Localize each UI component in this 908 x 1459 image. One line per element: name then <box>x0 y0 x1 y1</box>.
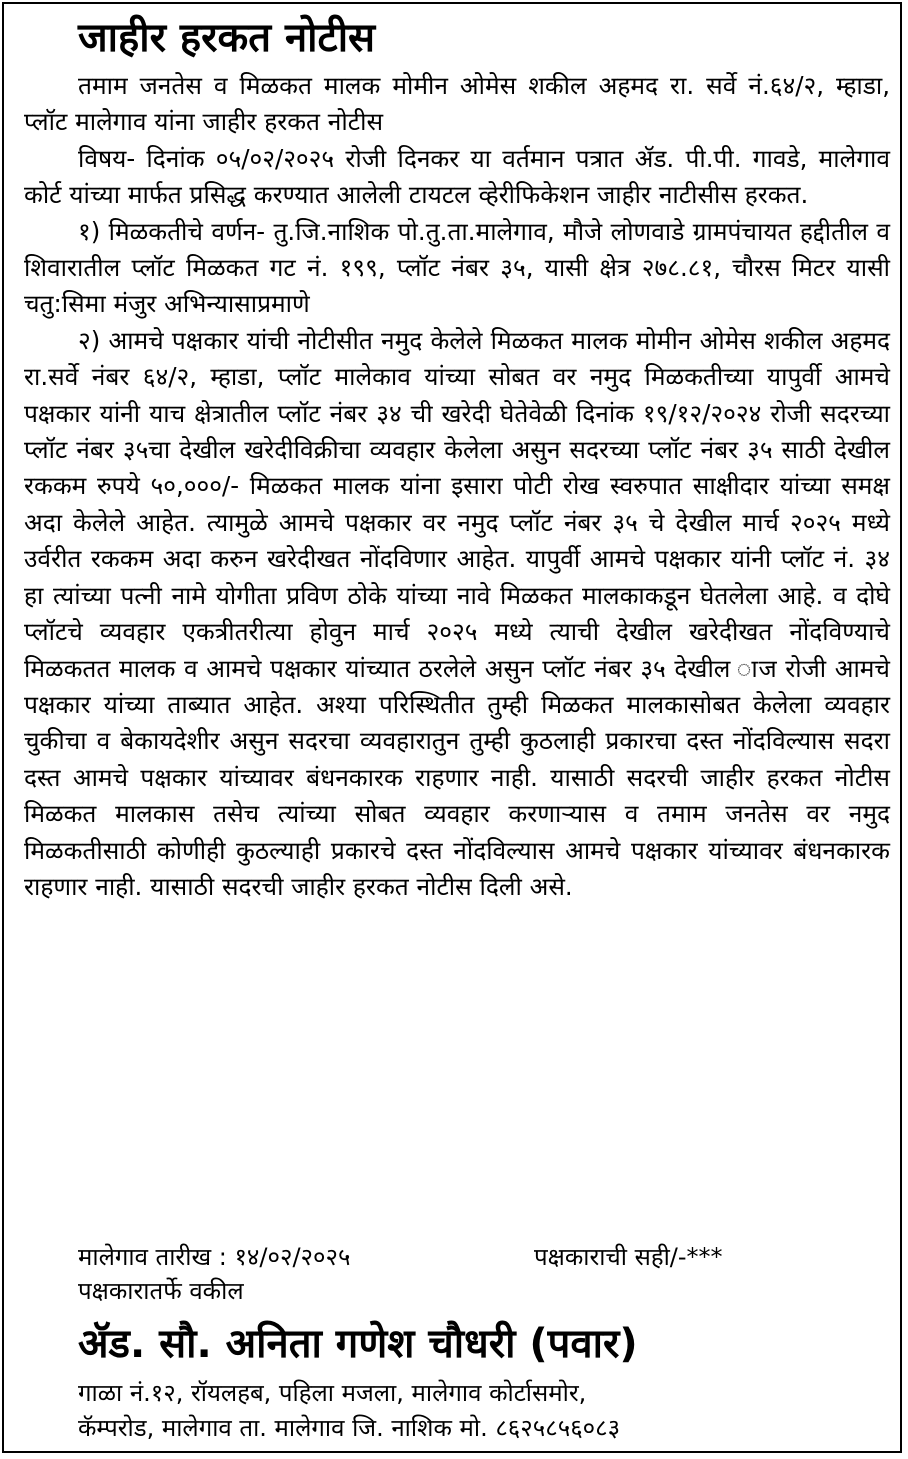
address-line-2: कॅम्परोड, मालेगाव ता. मालेगाव जि. नाशिक मो. ८६२५८५६०८३ <box>78 1414 621 1442</box>
notice-body <box>24 68 890 905</box>
notice-title: जाहीर हरकत नोटीस <box>78 15 376 61</box>
advocate-address <box>78 1376 878 1446</box>
advocate-name: ॲड. सौ. अनिता गणेश चौधरी (पवार) <box>78 1321 638 1367</box>
place-date: मालेगाव तारीख : १४/०२/२०२५ <box>78 1243 351 1271</box>
notice-paragraph-objection-details: २) आमचे पक्षकार यांची नोटीसीत नमुद केलेले मिळकत मालक मोमीन ओमेस शकील अहमद रा.सर्वे नंबर ६४/२, म्हाडा, प्लॉट मालेकाव यांच्या सोबत वर नमुद मिळकतीच्या यापुर्वी आमचे पक्षकार यांनी याच क्षेत्रातील प्लॉट नंबर ३४ ची खरेदी घेतेवेळी दिनांक १९/१२/२०२४ रोजी सदरच्या प्लॉट नंबर ३५चा देखील खरेदीविक्रीचा व्यवहार केलेला असुन सदरच्या प्लॉट नंबर ३५ साठी देखील रककम रुपये ५०,०००/- मिळकत मालक यांना इसारा पोटी रोख स्वरुपात साक्षीदार यांच्या समक्ष अदा केलेले आहेत. त्यामुळे आमचे पक्षकार वर नमुद प्लॉट नंबर ३५ चे देखील मार्च २०२५ मध्ये उर्वरीत रककम अदा करुन खरेदीखत नोंदविणार आहेत. यापुर्वी आमचे पक्षकार यांनी प्लॉट नं. ३४ हा त्यांच्या पत्नी नामे योगीता प्रविण ठोके यांच्या नावे मिळकत मालकाकडून घेतलेला आहे. व दोघे प्लॉटचे व्यवहार एकत्रीतरीत्या होवुन मार्च २०२५ मध्ये त्याची देखील खरेदीखत नोंदविण्याचे मिळकतत मालक व आमचे पक्षकार यांच्यात ठरलेले असुन प्लॉट नंबर ३५ देखील ाज रोजी आमचे पक्षकार यांच्या ताब्यात आहेत. अश्या परिस्थितीत तुम्ही मिळकत मालकासोबत केलेला व्यवहार चुकीचा व बेकायदेशीर असुन सदरचा व्यवहारातुन तुम्ही कुठलाही प्रकारचा दस्त नोंदविल्यास सदरा दस्त आमचे पक्षकार यांच्यावर बंधनकारक राहणार नाही. यासाठी सदरची जाहीर हरकत नोटीस मिळकत मालकास तसेच त्यांच्या सोबत व्यवहार करणाऱ्यास व तमाम जनतेस वर नमुद मिळकतीसाठी कोणीही कुठल्याही प्रकारचे दस्त नोंदविल्यास आमचे पक्षकार यांच्यावर बंधनकारक राहणार नाही. यासाठी सदरची जाहीर हरकत नोटीस दिली असे. <box>24 325 890 901</box>
notice-closing <box>78 1240 868 1308</box>
client-signature: पक्षकाराची सही/-*** <box>534 1243 723 1271</box>
address-line-1: गाळा नं.१२, रॉयलहब, पहिला मजला, मालेगाव कोर्टासमोर, <box>78 1379 587 1407</box>
on-behalf-label: पक्षकारातर्फे वकील <box>78 1277 244 1305</box>
notice-paragraph-property-description: १) मिळकतीचे वर्णन- तु.जि.नाशिक पो.तु.ता.मालेगाव, मौजे लोणवाडे ग्रामपंचायत हद्दीतील व शिवारातील प्लॉट मिळकत गट नं. १९९, प्लॉट नंबर ३५, यासी क्षेत्र २७८.८१, चौरस मिटर यासी चतु:सिमा मंजुर अभिन्यासाप्रमाणे <box>24 216 890 319</box>
notice-box <box>2 2 902 1453</box>
notice-paragraph-addressee: तमाम जनतेस व मिळकत मालक मोमीन ओमेस शकील अहमद रा. सर्वे नं.६४/२, म्हाडा, प्लॉट मालेगाव यांना जाहीर हरकत नोटीस <box>24 71 890 137</box>
on-behalf-line <box>78 1274 868 1308</box>
date-signature-row <box>78 1240 868 1274</box>
notice-paragraph-subject: विषय- दिनांक ०५/०२/२०२५ रोजी दिनकर या वर्तमान पत्रात ॲड. पी.पी. गावडे, मालेगाव कोर्ट यांच्या मार्फत प्रसिद्ध करण्यात आलेली टायटल व्हेरीफिकेशन जाहीर नाटीसीस हरकत. <box>24 143 890 210</box>
